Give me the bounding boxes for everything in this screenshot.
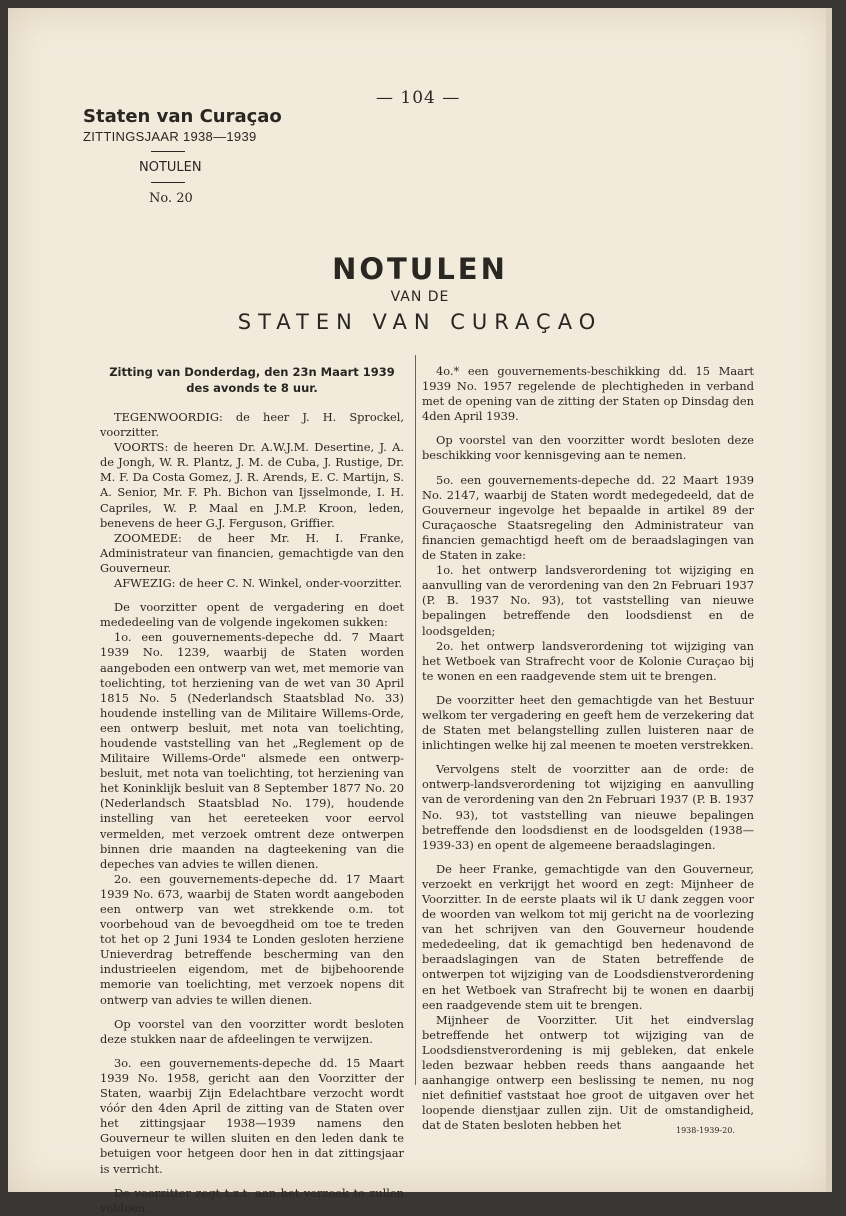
title-van-de: VAN DE bbox=[390, 289, 450, 305]
paragraph-sub-2: 2o. het ontwerp landsverordening tot wijziging van het Wetboek van Strafrecht voor de Kolonie Curaçao bij te wonen en een raadgevende stem uit te brengen. bbox=[422, 638, 754, 683]
divider bbox=[151, 151, 185, 152]
paragraph-item-1: 1o. een gouvernements-depeche dd. 7 Maart 1939 No. 1239, waarbij de Staten worden aangeboden een ontwerp van wet, met memorie van toelichting, tot herziening van de wet van 30 April 1815 No. 5 (Nederlandsch Staatsblad No. 33) houdende instelling van de Militaire Willems-Orde, een ontwerp besluit, met nota van toelichting, houdende vaststelling van het „Reglement op de Militaire Willems-Orde" alsmede een ontwerp-besluit, met nota van toelichting, tot herziening van het Koninklijk besluit van 8 September 1877 No. 20 (Nederlandsch Staatsblad No. 179), houdende instelling van het eereteeken voor eervol vermelden, met verzoek omtrent deze ontwerpen binnen drie maanden na dagteekening van die depeches van advies te willen dienen. bbox=[100, 630, 404, 871]
paragraph-mijnheer: Mijnheer de Voorzitter. Uit het eindverslag betreffende het ontwerp tot wijziging van de Loodsdienstverordening is mij gebleken, dat enkele leden bezwaar hebben reeds thans aangaande het aanhangige ontwerp een beslissing te nemen, nu nog niet definitief vaststaat hoe groot de uitgaven over het loopende dienstjaar zullen zijn. Uit de omstandigheid, dat de Staten besloten hebben het bbox=[422, 1012, 754, 1133]
sitting-line-2: des avonds te 8 uur. bbox=[186, 381, 318, 395]
session-year: ZITTINGSJAAR 1938—1939 bbox=[83, 129, 257, 144]
page-number: — 104 — bbox=[376, 88, 461, 108]
masthead-notulen: NOTULEN bbox=[139, 160, 202, 175]
paragraph-opening: De voorzitter opent de vergadering en doet mededeeling van de volgende ingekomen sukken: bbox=[100, 600, 404, 630]
paragraph-afwezig: AFWEZIG: de heer C. N. Winkel, onder-voorzitter. bbox=[114, 576, 403, 591]
column-divider bbox=[415, 355, 416, 1085]
paragraph-proposal-1: Op voorstel van den voorzitter wordt besloten deze stukken naar de afdeelingen te verwijzen. bbox=[100, 1016, 404, 1046]
paragraph-item-3: 3o. een gouvernements-depeche dd. 15 Maart 1939 No. 1958, gericht aan den Voorzitter der Staten, waarbij Zijn Edelachtbare verzocht wordt vóór den 4den April de zitting van de Staten over het zittingsjaar 1938—1939 namens den Gouverneur te willen sluiten en den leden dank te betuigen voor hetgeen door hen in dat zittingsjaar is verricht. bbox=[100, 1055, 404, 1176]
paragraph-voorts: VOORTS: de heeren Dr. A.W.J.M. Desertine, J. A. de Jongh, W. R. Plantz, J. M. de Cuba, J. Rustige, Dr. M. F. Da Costa Gomez, J. R. Arends, E. C. Martijn, S. A. Senior, Mr. F. Ph. Bichon van Ijsselmonde, I. H. Capriles, W. P. Maal en J.M.P. Kroon, leden, benevens de heer G.J. Ferguson, Griffier. bbox=[100, 440, 404, 530]
left-column bbox=[100, 364, 404, 1216]
paragraph-franke: De heer Franke, gemachtigde van den Gouverneur, verzoekt en verkrijgt het woord en zegt: Mijnheer de Voorzitter. In de eerste plaats wil ik U dank zeggen voor de woorden van welkom tot mij gericht na de voorlezing van het schrijven van den Gouverneur houdende mededeeling, dat ik gemachtigd ben hedenavond de beraadslagingen van de Staten betreffende de ontwerpen tot wijziging van de Loodsdienstverordening en het Wetboek van Strafrecht bij te wonen en daarbij een raadgevende stem uit te brengen. bbox=[422, 861, 754, 1012]
paragraph-item-5: 5o. een gouvernements-depeche dd. 22 Maart 1939 No. 2147, waarbij de Staten wordt medegedeeld, dat de Gouverneur ingevolge het bepaalde in artikel 89 der Curaçaosche Staatsregeling den Administrateur van financien gemachtigd heeft om de beraadslagingen van de Staten in zake: bbox=[422, 472, 754, 563]
paragraph-sub-1: 1o. het ontwerp landsverordening tot wijziging en aanvulling van de verordening van den 2n Februari 1937 (P. B. 1937 No. 93), tot vaststelling van nieuwe bepalingen betreffende den loodsdienst en de loodsgelden; bbox=[422, 563, 754, 638]
document-number: No. 20 bbox=[149, 191, 193, 206]
masthead-title: Staten van Curaçao bbox=[83, 106, 282, 127]
divider bbox=[151, 182, 185, 183]
title-staten: STATEN VAN CURAÇAO bbox=[237, 310, 603, 334]
paragraph-proposal-2: Op voorstel van den voorzitter wordt besloten deze beschikking voor kennisgeving aan te nemen. bbox=[422, 433, 754, 463]
paragraph-agenda: Vervolgens stelt de voorzitter aan de orde: de ontwerp-landsverordening tot wijziging en aanvulling van de verordening van den 2n Februari 1937 (P. B. 1937 No. 93), tot vaststelling van nieuwe bepalingen betreffende den loodsdienst en de loodsgelden (1938—1939-33) en opent de algemeene beraadslagingen. bbox=[422, 762, 754, 852]
paragraph-tegenwoordig: TEGENWOORDIG: de heer J. H. Sprockel, voorzitter. bbox=[100, 410, 404, 440]
paragraph-welcome: De voorzitter heet den gemachtigde van het Bestuur welkom ter vergadering en geeft hem de verzekering dat de Staten met belangstelling zullen luisteren naar de inlichtingen welke hij zal meenen te moeten verstrekken. bbox=[422, 692, 754, 753]
paragraph-closing: De voorzitter zegt t.z.t. aan het verzoek te zullen voldoen. bbox=[100, 1185, 404, 1215]
page-title: NOTULEN bbox=[332, 252, 508, 286]
page-edge bbox=[826, 8, 832, 1192]
paragraph-item-2: 2o. een gouvernements-depeche dd. 17 Maart 1939 No. 673, waarbij de Staten wordt aangeboden een ontwerp van wet strekkende o.m. tot voorbehoud van de bevoegdheid om toe te treden tot het op 2 Juni 1934 te Londen gesloten herziene Unieverdrag betreffende bescherming van den industrieelen eigendom, met de bijbehoorende memorie van toelichting, met verzoek nopens dit ontwerp van advies te willen dienen. bbox=[100, 871, 404, 1007]
right-column bbox=[422, 364, 754, 1134]
paragraph-item-4: 4o.* een gouvernements-beschikking dd. 15 Maart 1939 No. 1957 regelende de plechtigheden in verband met de opening van de zitting der Staten op Dinsdag den 4den April 1939. bbox=[422, 364, 754, 424]
paragraph-zoomede: ZOOMEDE: de heer Mr. H. I. Franke, Administrateur van financien, gemachtigde van den Gouverneur. bbox=[100, 530, 404, 575]
footer-code: 1938-1939-20. bbox=[676, 1126, 735, 1135]
masthead bbox=[83, 106, 282, 206]
sitting-heading bbox=[100, 364, 404, 396]
sitting-line-1: Zitting van Donderdag, den 23n Maart 1939 bbox=[109, 365, 395, 379]
document-page bbox=[8, 8, 832, 1215]
